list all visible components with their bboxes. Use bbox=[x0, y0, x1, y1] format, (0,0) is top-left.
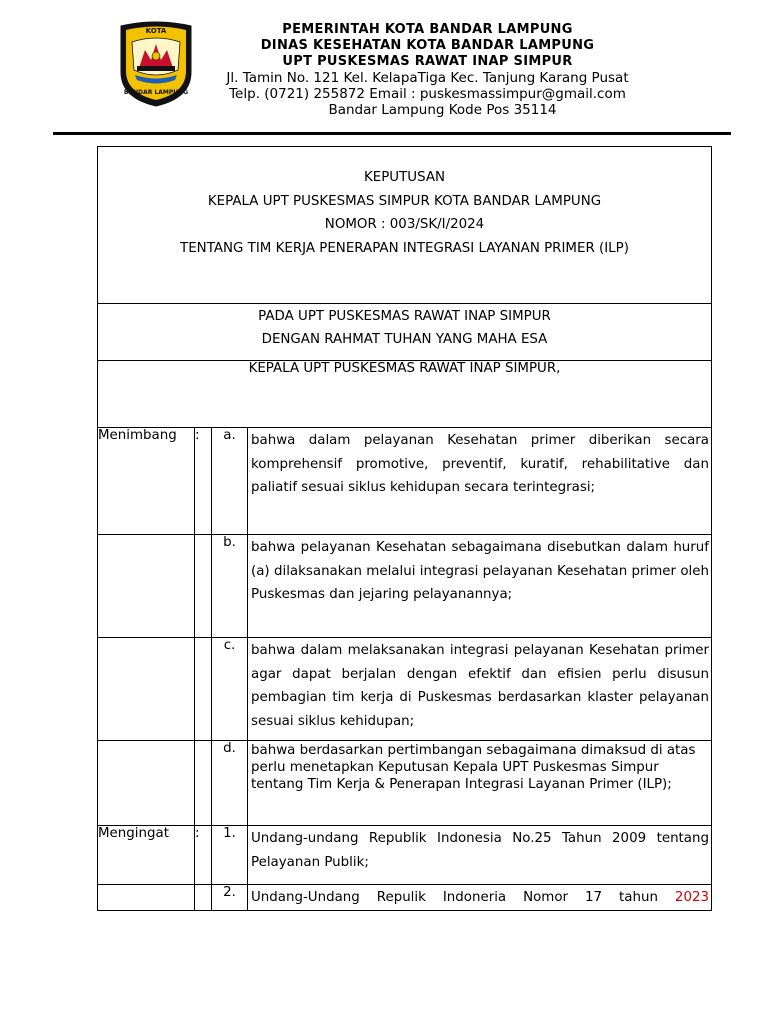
menimbang-item-d: bahwa berdasarkan pertimbangan sebagaimana dimaksud di atas perlu menetapkan Keputusan Kepala UPT Puskesmas Simpur tentang Tim Kerja & Penerapan Integrasi Layanan Primer (ILP); bbox=[251, 743, 696, 792]
logo-top-text: KOTA bbox=[145, 27, 167, 35]
menimbang-item-b: bahwa pelayanan Kesehatan sebagaimana disebutkan dalam huruf (a) dilaksanakan melalui integrasi pelayanan Kesehatan primer oleh Puskesmas dan jejaring pelayanannya; bbox=[251, 540, 709, 602]
menimbang-item-a: bahwa dalam pelayanan Kesehatan primer diberikan secara komprehensif promotive, preventif, kuratif, rehabilitative dan paliatif sesuai siklus kehidupan secara terintegrasi; bbox=[251, 433, 709, 495]
menimbang-row-b bbox=[98, 535, 712, 638]
decree-subject: TENTANG TIM KERJA PENERAPAN INTEGRASI LAYANAN PRIMER (ILP) bbox=[180, 240, 629, 256]
letterhead-line1: PEMERINTAH KOTA BANDAR LAMPUNG bbox=[282, 22, 573, 37]
mengingat-row-1 bbox=[98, 826, 712, 885]
letterhead-line3: UPT PUSKESMAS RAWAT INAP SIMPUR bbox=[282, 54, 573, 69]
letterhead-address: Jl. Tamin No. 121 Kel. KelapaTiga Kec. Tanjung Karang Pusat bbox=[226, 70, 629, 86]
decree-title: KEPUTUSAN bbox=[363, 170, 446, 185]
menimbang-colon: : bbox=[195, 428, 212, 535]
letterhead-divider bbox=[53, 132, 731, 135]
mengingat-item-2-text: Undang-Undang Repulik Indoneria Nomor 17 tahun bbox=[251, 890, 675, 905]
mengingat-item-2 bbox=[248, 885, 711, 910]
menimbang-row-a bbox=[98, 428, 712, 535]
subtitle-row bbox=[98, 304, 712, 361]
item-number: b. bbox=[212, 535, 248, 638]
item-number: 1. bbox=[212, 826, 248, 885]
mengingat-label: Mengingat bbox=[98, 826, 195, 885]
menimbang-label: Menimbang bbox=[98, 428, 195, 535]
mengingat-row-2 bbox=[98, 885, 712, 911]
letterhead bbox=[195, 22, 660, 118]
logo-bottom-text: BANDAR LAMPUNG bbox=[123, 89, 189, 96]
subtitle-location: PADA UPT PUSKESMAS RAWAT INAP SIMPUR bbox=[258, 309, 551, 324]
menimbang-row-d bbox=[98, 741, 712, 826]
official-cell bbox=[98, 361, 712, 428]
decree-issuer: KEPALA UPT PUSKESMAS SIMPUR KOTA BANDAR LAMPUNG bbox=[207, 193, 602, 209]
mengingat-colon: : bbox=[195, 826, 212, 885]
title-row bbox=[98, 147, 712, 304]
official-row bbox=[98, 361, 712, 428]
bandar-lampung-emblem bbox=[115, 20, 197, 108]
item-number: c. bbox=[212, 638, 248, 741]
item-number: 2. bbox=[212, 885, 248, 911]
item-number: d. bbox=[212, 741, 248, 826]
official-name: KEPALA UPT PUSKESMAS RAWAT INAP SIMPUR, bbox=[248, 361, 561, 376]
menimbang-row-c bbox=[98, 638, 712, 741]
menimbang-item-c: bahwa dalam melaksanakan integrasi pelayanan Kesehatan primer agar dapat berjalan dengan efektif dan efisien perlu disusun pembagian tim kerja di Puskesmas berdasarkan klaster pelayanan sesuai siklus kehidupan; bbox=[251, 643, 709, 729]
item-number: a. bbox=[212, 428, 248, 535]
letterhead-contact: Telp. (0721) 255872 Email : puskesmassimpur@gmail.com bbox=[229, 86, 626, 102]
letterhead-postal: Bandar Lampung Kode Pos 35114 bbox=[328, 102, 557, 118]
letterhead-line2: DINAS KESEHATAN KOTA BANDAR LAMPUNG bbox=[260, 38, 595, 53]
mengingat-item-1: Undang-undang Republik Indonesia No.25 Tahun 2009 tentang Pelayanan Publik; bbox=[251, 831, 709, 870]
decree-number: NOMOR : 003/SK/I/2024 bbox=[324, 217, 485, 232]
subtitle-blessing: DENGAN RAHMAT TUHAN YANG MAHA ESA bbox=[261, 332, 548, 347]
title-cell bbox=[98, 147, 712, 304]
mengingat-item-2-year: 2023 bbox=[674, 890, 709, 905]
subtitle-cell bbox=[98, 304, 712, 361]
decree-table bbox=[97, 146, 712, 911]
